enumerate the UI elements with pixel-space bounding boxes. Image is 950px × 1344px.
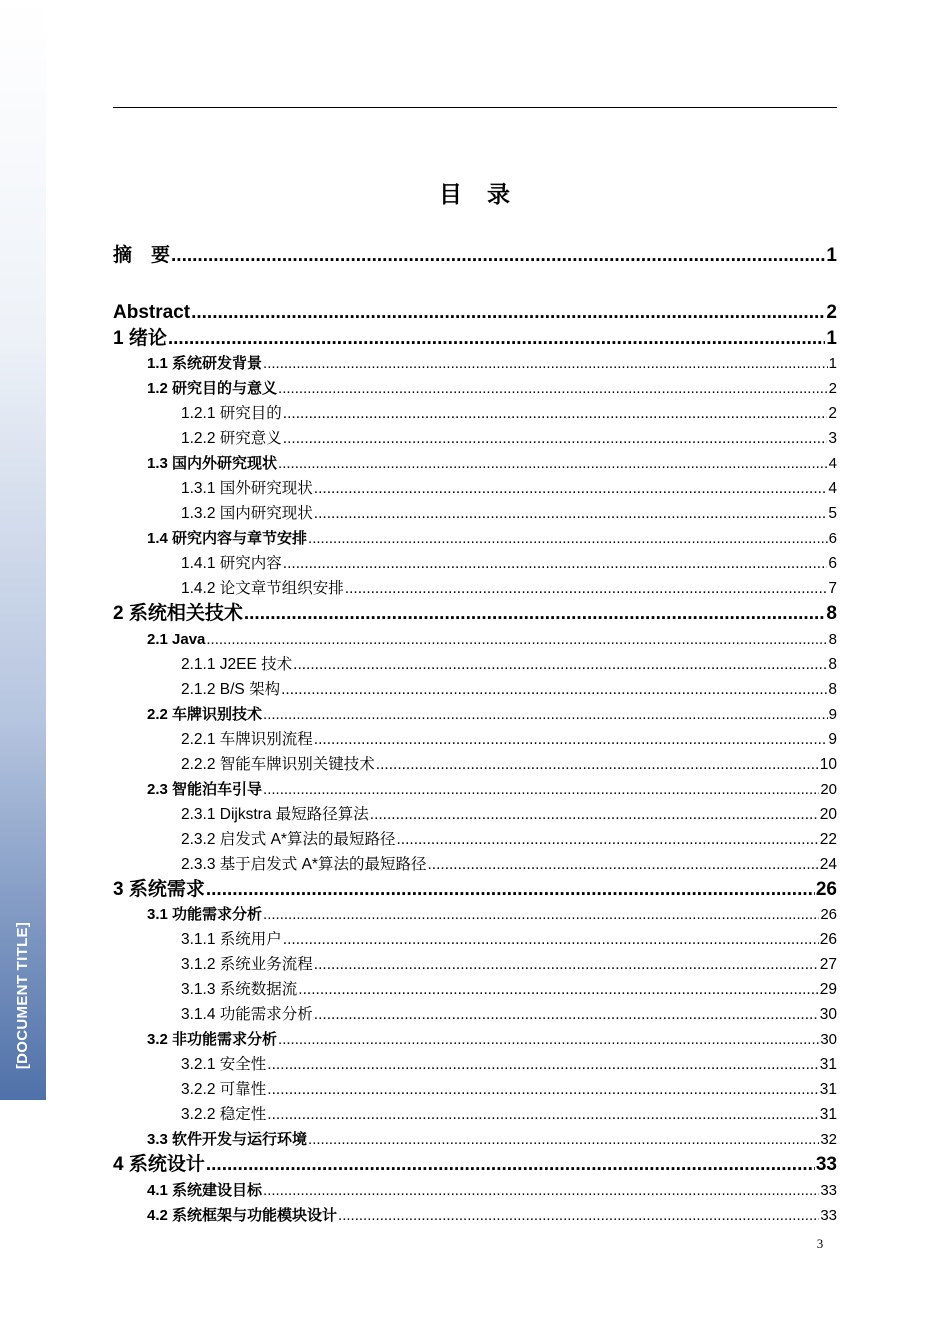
toc-entry-title: 1.3.1 国外研究现状 [181,480,313,497]
toc-dot-leader [427,852,818,877]
toc-entry-title: 2.3.1 Dijkstra 最短路径算法 [181,805,369,823]
toc-dot-leader [267,1052,818,1077]
toc-entry-title: 3.1 功能需求分析 [147,906,263,923]
toc-dot-leader [283,551,828,576]
toc-entry-title: 3.2 非功能需求分析 [147,1031,278,1048]
toc-spacer [113,272,837,300]
toc-entry-level-3[interactable] [113,852,837,877]
toc-entry-page-number: 4 [828,455,837,472]
toc-entry-level-3[interactable] [113,802,837,827]
toc-entry-title: 3.1.2 系统业务流程 [181,956,313,973]
toc-dot-leader [293,652,827,677]
toc-entry-level-1[interactable] [113,1152,837,1178]
toc-dot-leader [308,526,828,551]
toc-entry-level-3[interactable] [113,827,837,852]
toc-dot-leader [263,351,828,376]
toc-dot-leader [298,977,818,1002]
toc-dot-leader [278,1027,819,1052]
toc-entry-level-2[interactable] [113,902,837,927]
toc-entry-page-number: 20 [820,780,837,798]
toc-entry-level-3[interactable] [113,401,837,426]
toc-entry-page-number: 9 [828,730,837,748]
document-title-text: [DOCUMENT TITLE] [14,921,32,1069]
toc-entry-level-1[interactable] [113,300,837,326]
toc-entry-title: 3.2.1 安全性 [181,1056,267,1073]
toc-entry-page-number: 5 [828,505,837,522]
toc-entry-level-3[interactable] [113,1102,837,1127]
toc-entry-level-1[interactable] [113,326,837,352]
toc-dot-leader [283,927,819,952]
toc-entry-page-number: 26 [819,931,837,948]
toc-entry-title: 1.3.2 国内研究现状 [181,505,313,522]
toc-entry-level-2[interactable] [113,1178,837,1203]
toc-dot-leader [281,677,827,702]
toc-entry-level-2[interactable] [113,351,837,376]
toc-entry-title: 2.1 Java [147,630,206,648]
toc-entry-level-2[interactable] [113,376,837,401]
toc-dot-leader [370,802,819,827]
toc-entry-level-3[interactable] [113,652,837,677]
toc-entry-title: 2.3 智能泊车引导 [147,780,263,798]
toc-dot-leader [168,326,826,352]
toc-dot-leader [278,451,828,476]
page-number: 3 [816,1236,824,1251]
toc-dot-leader [278,376,828,401]
toc-entry-page-number: 32 [820,1131,837,1148]
toc-entry-page-number: 1 [828,355,837,372]
toc-entry-title: 4.1 系统建设目标 [147,1181,263,1199]
toc-dot-leader [263,777,819,802]
toc-title: 目 录 [439,182,511,208]
toc-entry-title: 1.1 系统研发背景 [147,355,263,372]
toc-entry-level-3[interactable] [113,977,837,1002]
toc-dot-leader [314,952,819,977]
toc-entry-title: 3.1.3 系统数据流 [181,981,298,998]
toc-dot-leader [206,877,815,903]
toc-entry-level-3[interactable] [113,1077,837,1102]
table-of-contents [113,240,837,1228]
toc-dot-leader [314,476,828,501]
toc-dot-leader [267,1077,818,1102]
toc-entry-page-number: 4 [828,480,837,497]
toc-dot-leader [396,827,818,852]
toc-entry-page-number: 27 [819,956,837,973]
toc-entry-level-3[interactable] [113,576,837,601]
toc-entry-title: Abstract [113,302,191,323]
toc-entry-level-1[interactable] [113,240,837,272]
toc-entry-title: 1.3 国内外研究现状 [147,455,278,472]
toc-entry-page-number: 1 [826,327,837,349]
toc-entry-level-2[interactable] [113,777,837,802]
toc-entry-page-number: 6 [828,555,837,572]
toc-entry-title: 2 系统相关技术 [113,603,243,624]
toc-entry-title: 摘 要 [113,245,171,266]
toc-entry-title: 4 系统设计 [113,1154,205,1175]
toc-entry-title: 3.3 软件开发与运行环境 [147,1131,308,1148]
toc-entry-level-3[interactable] [113,426,837,451]
toc-entry-title: 1.4 研究内容与章节安排 [147,530,308,547]
toc-entry-title: 3.1.4 功能需求分析 [181,1006,313,1023]
toc-entry-title: 2.3.2 启发式 A*算法的最短路径 [181,830,396,848]
toc-dot-leader [263,1178,819,1203]
toc-entry-title: 2.1.1 J2EE 技术 [181,655,293,673]
toc-entry-page-number: 3 [828,430,837,447]
toc-entry-title: 2.2.2 智能车牌识别关键技术 [181,755,375,773]
toc-entry-page-number: 33 [820,1206,837,1224]
toc-entry-level-3[interactable] [113,1002,837,1027]
toc-entry-title: 3.1.1 系统用户 [181,931,282,948]
toc-entry-page-number: 29 [819,981,837,998]
toc-entry-page-number: 2 [828,380,837,397]
toc-dot-leader [345,576,828,601]
toc-entry-level-3[interactable] [113,476,837,501]
toc-dot-leader [191,300,825,326]
toc-entry-level-3[interactable] [113,927,837,952]
toc-dot-leader [314,501,828,526]
toc-entry-page-number: 33 [820,1181,837,1199]
toc-entry-title: 1.2.1 研究目的 [181,405,282,422]
toc-entry-page-number: 8 [828,630,837,648]
toc-entry-level-3[interactable] [113,1052,837,1077]
toc-entry-title: 2.3.3 基于启发式 A*算法的最短路径 [181,855,427,873]
toc-entry-title: 3.2.2 稳定性 [181,1106,267,1123]
toc-entry-page-number: 1 [826,245,837,266]
toc-entry-level-3[interactable] [113,752,837,777]
toc-dot-leader [308,1127,819,1152]
toc-entry-title: 1.2.2 研究意义 [181,430,282,447]
toc-entry-page-number: 31 [819,1056,837,1073]
toc-entry-page-number: 8 [828,680,837,698]
toc-entry-page-number: 30 [820,1031,837,1048]
toc-entry-level-2[interactable] [113,627,837,652]
toc-entry-level-1[interactable] [113,877,837,903]
toc-dot-leader [283,401,828,426]
toc-dot-leader [206,1152,815,1178]
toc-entry-title: 3.2.2 可靠性 [181,1081,267,1098]
toc-dot-leader [314,727,828,752]
toc-entry-title: 2.2 车牌识别技术 [147,705,263,723]
toc-entry-level-3[interactable] [113,952,837,977]
toc-entry-page-number: 8 [828,655,837,673]
toc-dot-leader [244,601,826,627]
toc-entry-page-number: 20 [819,805,837,823]
toc-entry-title: 2.2.1 车牌识别流程 [181,730,313,748]
toc-entry-level-2[interactable] [113,1203,837,1228]
toc-entry-level-3[interactable] [113,501,837,526]
toc-dot-leader [263,702,828,727]
toc-entry-title: 1.2 研究目的与意义 [147,380,278,397]
toc-entry-page-number: 33 [815,1154,837,1175]
toc-dot-leader [206,627,827,652]
toc-entry-page-number: 30 [819,1006,837,1023]
toc-entry-level-2[interactable] [113,1027,837,1052]
toc-entry-title: 4.2 系统框架与功能模块设计 [147,1206,338,1224]
toc-entry-title: 3 系统需求 [113,878,205,900]
toc-entry-title: 2.1.2 B/S 架构 [181,680,281,698]
toc-entry-page-number: 26 [815,878,837,900]
document-title-label [10,915,36,1075]
toc-dot-leader [263,902,819,927]
toc-dot-leader [283,426,828,451]
toc-entry-page-number: 10 [819,755,837,773]
toc-entry-level-2[interactable] [113,451,837,476]
toc-entry-title: 1.4.1 研究内容 [181,555,282,572]
toc-entry-level-2[interactable] [113,526,837,551]
toc-entry-page-number: 6 [828,530,837,547]
toc-entry-level-3[interactable] [113,551,837,576]
toc-entry-page-number: 22 [819,830,837,848]
toc-entry-page-number: 8 [826,603,837,624]
toc-entry-level-1[interactable] [113,601,837,627]
toc-entry-page-number: 31 [819,1081,837,1098]
toc-entry-level-3[interactable] [113,727,837,752]
toc-entry-level-3[interactable] [113,677,837,702]
toc-entry-page-number: 24 [819,855,837,873]
toc-dot-leader [267,1102,818,1127]
toc-dot-leader [376,752,819,777]
toc-entry-title: 1.4.2 论文章节组织安排 [181,580,344,597]
toc-dot-leader [171,240,825,272]
header-rule [113,107,837,108]
toc-dot-leader [314,1002,819,1027]
toc-entry-page-number: 2 [828,405,837,422]
toc-entry-page-number: 31 [819,1106,837,1123]
toc-entry-page-number: 7 [828,580,837,597]
toc-dot-leader [338,1203,819,1228]
toc-entry-level-2[interactable] [113,702,837,727]
toc-entry-level-2[interactable] [113,1127,837,1152]
toc-entry-page-number: 2 [826,302,837,323]
toc-entry-title: 1 绪论 [113,327,167,349]
toc-entry-page-number: 9 [828,705,837,723]
toc-entry-page-number: 26 [820,906,837,923]
